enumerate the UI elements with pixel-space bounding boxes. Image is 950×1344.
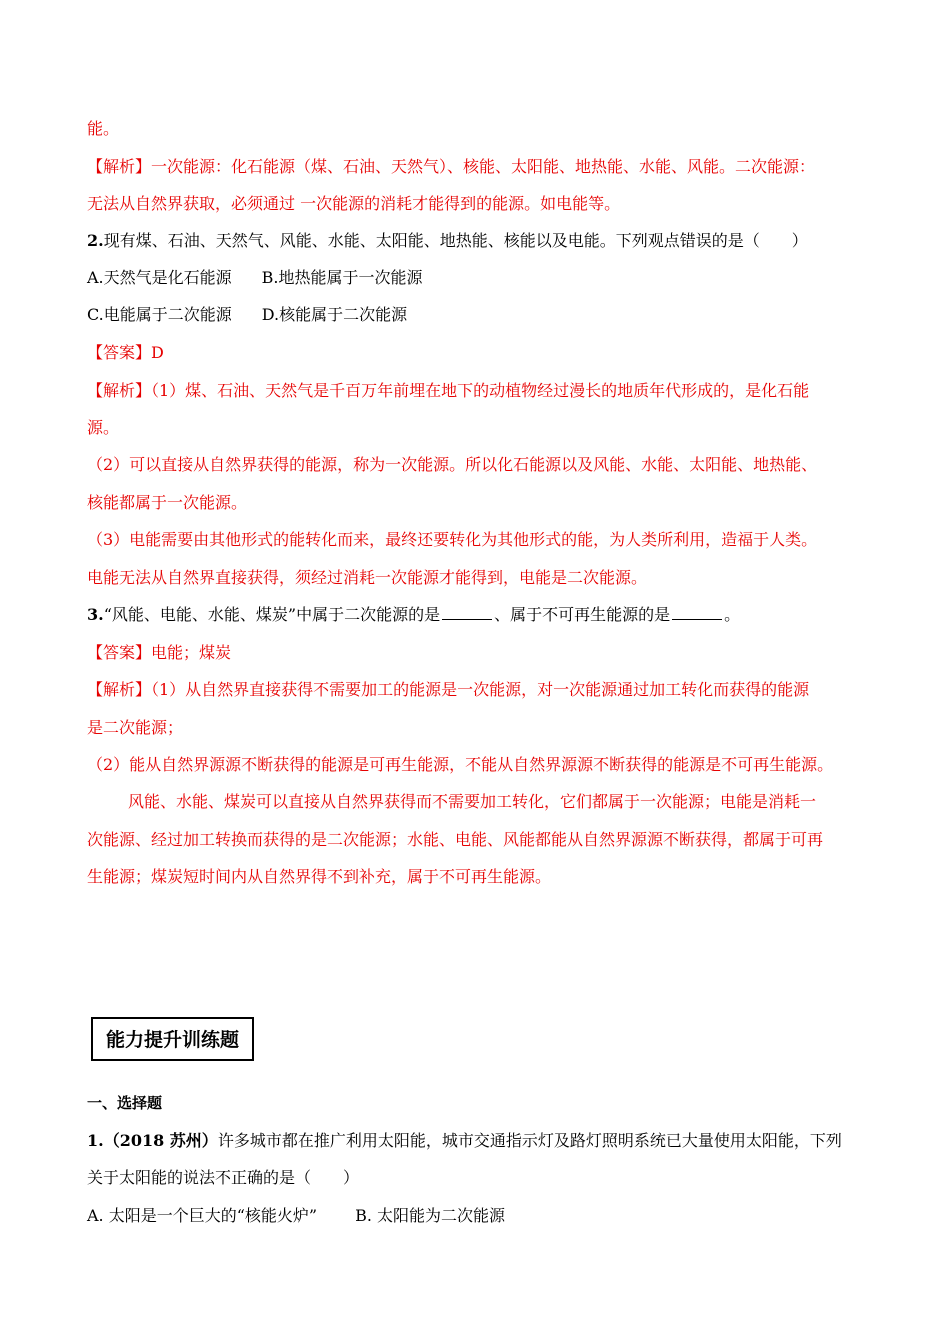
question-text: 现有煤、石油、天然气、风能、水能、太阳能、地热能、核能以及电能。下列观点错误的是（ ） [103,231,808,250]
question-1 [87,1130,842,1152]
question-number: 2. [87,231,104,250]
analysis-line: 电能无法从自然界直接获得，须经过消耗一次能源才能得到，电能是二次能源。 [87,568,648,587]
question-2 [87,230,808,252]
option-a: A.天然气是化石能源 [87,268,232,287]
answer-line: 【答案】电能；煤炭 [87,643,232,662]
analysis-line: 【解析】（1）煤、石油、天然气是千百万年前埋在地下的动植物经过漫长的地质年代形成的，是化石能 [87,381,810,400]
fill-blank[interactable] [672,605,722,620]
question-text-line: 关于太阳能的说法不正确的是（ ） [87,1168,360,1187]
question-text: 。 [724,605,741,624]
options-row [87,267,423,289]
option-b: B.地热能属于一次能源 [261,268,423,287]
fill-blank[interactable] [442,605,492,620]
option-d: D.核能属于二次能源 [261,305,408,324]
analysis-line: 是二次能源； [87,718,184,737]
analysis-line: 核能都属于一次能源。 [87,493,248,512]
analysis-line: 无法从自然界获取，必须通过 一次能源的消耗才能得到的能源。如电能等。 [87,194,621,213]
question-source: 1.（2018 苏州） [87,1131,218,1150]
analysis-line: 次能源、经过加工转换而获得的是二次能源；水能、电能、风能都能从自然界源源不断获得，都属于可再 [87,830,824,849]
analysis-line: （3）电能需要由其他形式的能转化而来，最终还要转化为其他形式的能，为人类所利用，造福于人类。 [87,530,818,549]
question-3 [87,604,740,626]
answer-line: 【答案】D [87,343,164,362]
analysis-line: 风能、水能、煤炭可以直接从自然界获得而不需要加工转化，它们都属于一次能源；电能是消耗一 [128,792,817,811]
analysis-line: 【解析】一次能源：化石能源（煤、石油、天然气）、核能、太阳能、地热能、水能、风能。二次能源： [87,157,816,176]
analysis-line: 能。 [87,119,120,138]
option-b: B. 太阳能为二次能源 [355,1206,506,1225]
question-text: “风能、电能、水能、煤炭”中属于二次能源的是 [103,605,441,624]
part-heading: 一、选择题 [87,1094,163,1112]
analysis-line: 生能源；煤炭短时间内从自然界得不到补充，属于不可再生能源。 [87,867,552,886]
options-row [87,304,407,326]
analysis-line: （2）能从自然界源源不断获得的能源是可再生能源，不能从自然界源源不断获得的能源是不可再生能源。 [87,755,834,774]
question-text: 许多城市都在推广利用太阳能，城市交通指示灯及路灯照明系统已大量使用太阳能，下列 [217,1131,842,1150]
option-a: A. 太阳是一个巨大的“核能火炉” [87,1206,318,1225]
options-row [87,1205,505,1227]
section-title: 能力提升训练题 [106,1029,240,1051]
question-number: 3. [87,605,104,624]
option-c: C.电能属于二次能源 [87,305,232,324]
question-text: 、属于不可再生能源的是 [494,605,671,624]
analysis-line: （2）可以直接从自然界获得的能源，称为一次能源。所以化石能源以及风能、水能、太阳能、地热能、 [87,455,818,474]
analysis-line: 【解析】（1）从自然界直接获得不需要加工的能源是一次能源，对一次能源通过加工转化而获得的能源 [87,680,810,699]
section-title-box [91,1017,254,1061]
analysis-line: 源。 [87,418,120,437]
